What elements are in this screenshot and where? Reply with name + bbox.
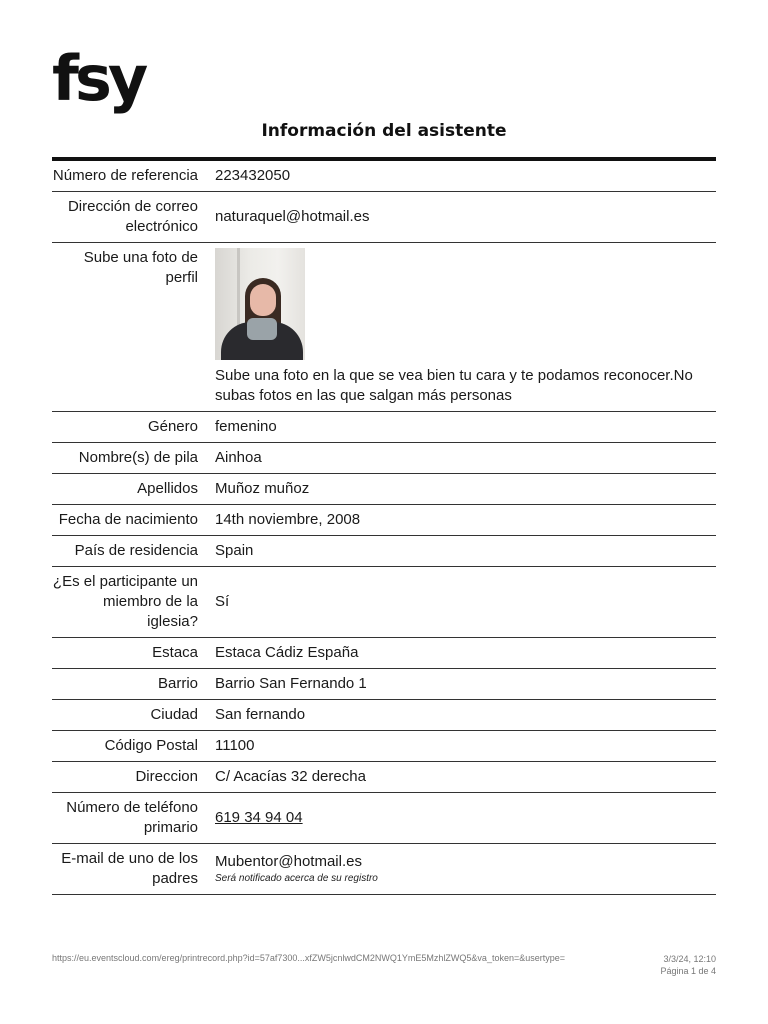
footer-date: 3/3/24, 12:10 <box>663 954 716 964</box>
photo-scarf <box>247 318 277 340</box>
field-label: Estaca <box>152 644 198 661</box>
field-label: Nombre(s) de pila <box>78 449 198 466</box>
field-value: naturaquel@hotmail.es <box>215 208 370 225</box>
table-row <box>52 412 716 443</box>
photo-note: Sube una foto en la que se vea bien tu cara y te podamos reconocer.No subas fotos en las que salgan más personas <box>215 367 693 404</box>
field-label: Género <box>147 418 198 435</box>
photo-face <box>250 284 276 316</box>
field-value <box>198 844 716 894</box>
attendee-info-table <box>52 157 716 895</box>
field-value: Muñoz muñoz <box>215 480 310 497</box>
table-row <box>52 567 716 638</box>
field-label: País de residencia <box>74 542 198 559</box>
field-label: Barrio <box>157 675 198 692</box>
field-value: Spain <box>215 542 254 559</box>
field-label: Apellidos <box>137 480 198 497</box>
field-label: ¿Es el participante un miembro de la iglesia? <box>52 573 198 630</box>
field-value: Sí <box>215 593 230 610</box>
field-label: Dirección de correo electrónico <box>67 198 198 235</box>
phone-link[interactable]: 619 34 94 04 <box>215 809 303 826</box>
field-value <box>198 243 716 411</box>
table-row <box>52 505 716 536</box>
field-value: San fernando <box>215 706 306 723</box>
field-label: Número de referencia <box>52 167 198 184</box>
parent-email-note: Será notificado acerca de su registro <box>215 873 378 884</box>
fsy-logo: fsy <box>52 42 145 115</box>
footer-url: https://eu.eventscloud.com/ereg/printrecord.php?id=57af7300...xfZW5jcnlwdCM2NWQ1YmE5MzhlZWQ5&va_token=&usertype= <box>52 953 565 963</box>
table-row <box>52 443 716 474</box>
table-row <box>52 474 716 505</box>
field-value: 11100 <box>215 737 255 754</box>
field-label: Sube una foto de perfil <box>83 249 198 286</box>
table-row <box>52 161 716 192</box>
table-row <box>52 638 716 669</box>
field-label: Número de teléfono primario <box>66 799 198 836</box>
field-label: Direccion <box>135 768 198 785</box>
field-value <box>198 793 716 843</box>
field-value: femenino <box>215 418 277 435</box>
field-value: 14th noviembre, 2008 <box>215 511 361 528</box>
page-title: Información del asistente <box>261 121 507 141</box>
footer-page-number: Página 1 de 4 <box>660 966 716 976</box>
field-value: Estaca Cádiz España <box>215 644 359 661</box>
field-value: C/ Acacías 32 derecha <box>215 768 366 785</box>
table-row <box>52 243 716 412</box>
profile-photo[interactable] <box>215 248 305 360</box>
field-value: 223432050 <box>215 167 291 184</box>
table-row <box>52 536 716 567</box>
field-label: Código Postal <box>104 737 198 754</box>
field-label: Ciudad <box>150 706 198 723</box>
footer-date-page <box>660 953 716 977</box>
field-value: Barrio San Fernando 1 <box>215 675 367 692</box>
table-row <box>52 700 716 731</box>
table-row <box>52 844 716 895</box>
table-row <box>52 669 716 700</box>
table-row <box>52 731 716 762</box>
field-value: Ainhoa <box>215 449 262 466</box>
table-row <box>52 192 716 243</box>
table-row <box>52 762 716 793</box>
table-row <box>52 793 716 844</box>
field-label: E-mail de uno de los padres <box>61 850 198 887</box>
parent-email-value: Mubentor@hotmail.es <box>215 853 362 870</box>
field-label: Fecha de nacimiento <box>58 511 198 528</box>
